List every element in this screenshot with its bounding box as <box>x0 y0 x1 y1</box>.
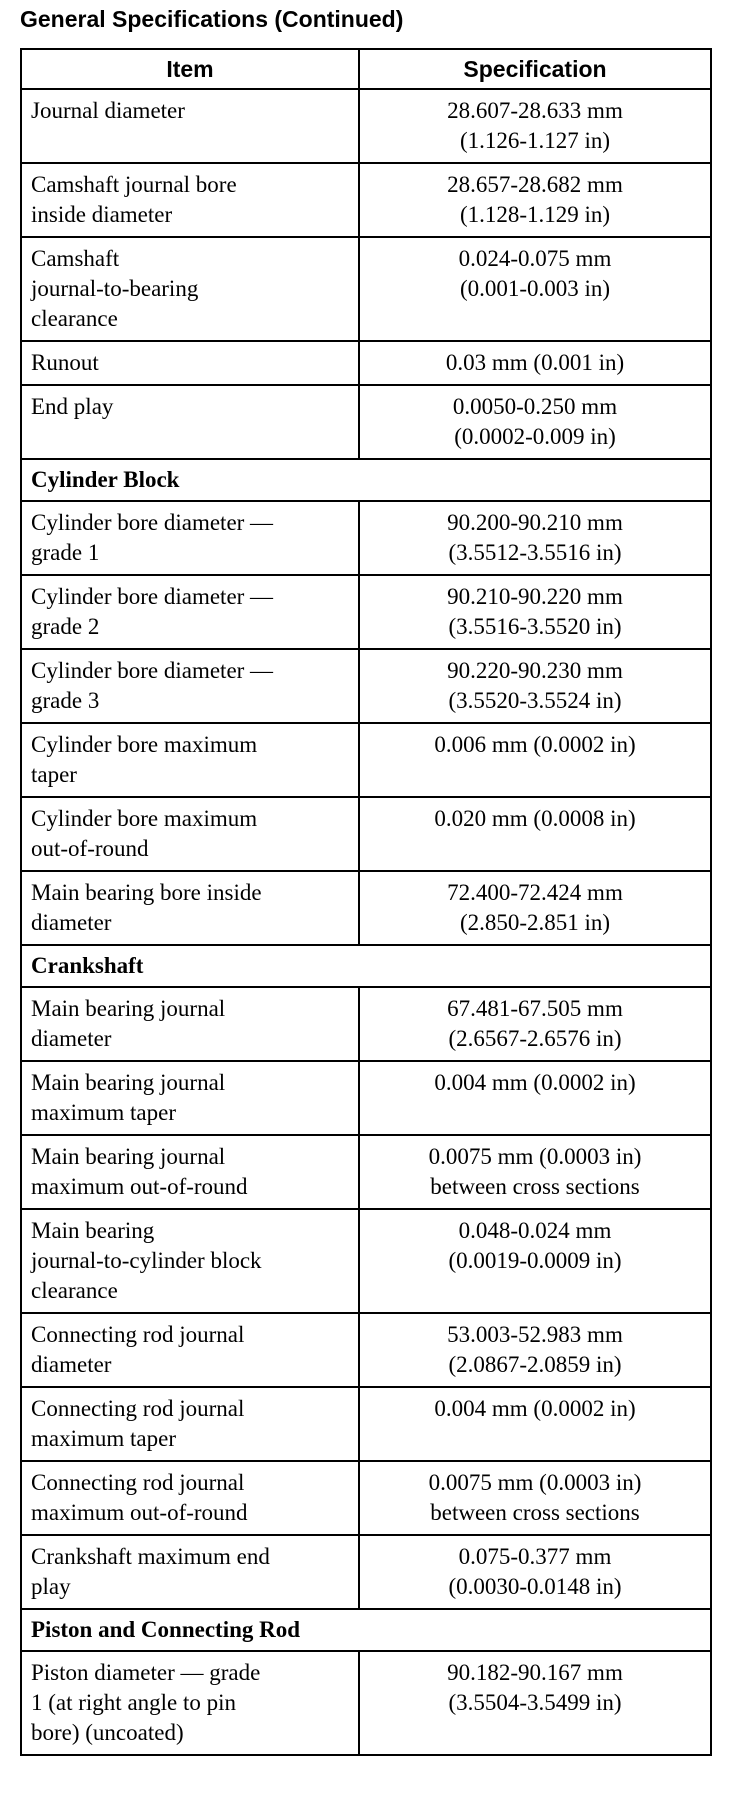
item-text-line: Main bearing journal <box>31 996 226 1021</box>
specification-cell <box>359 575 711 649</box>
item-text-line: clearance <box>31 306 118 331</box>
table-row <box>21 1535 711 1609</box>
specification-text-line: 0.020 mm (0.0008 in) <box>434 806 636 831</box>
specification-text-line: (3.5504-3.5499 in) <box>448 1690 622 1715</box>
table-row <box>21 341 711 385</box>
section-header-row <box>21 1609 711 1651</box>
item-text-line: diameter <box>31 1352 112 1377</box>
item-text-line: grade 2 <box>31 614 100 639</box>
item-text-line: Main bearing journal <box>31 1070 226 1095</box>
item-text-line: inside diameter <box>31 202 173 227</box>
item-text-line: maximum taper <box>31 1100 176 1125</box>
column-header-item: Item <box>21 49 359 89</box>
specification-text-line: between cross sections <box>430 1500 640 1525</box>
item-text-line: maximum out-of-round <box>31 1500 248 1525</box>
item-text-line: Cylinder bore maximum <box>31 732 258 757</box>
specification-cell <box>359 163 711 237</box>
specification-text-line: 0.03 mm (0.001 in) <box>445 350 625 375</box>
item-text-line: taper <box>31 762 77 787</box>
item-cell <box>21 649 359 723</box>
item-text-line: journal-to-cylinder block <box>31 1248 262 1273</box>
page-title: General Specifications (Continued) <box>20 6 404 32</box>
table-row <box>21 723 711 797</box>
section-header-row <box>21 459 711 501</box>
item-cell <box>21 1061 359 1135</box>
table-row <box>21 385 711 459</box>
specification-cell <box>359 1061 711 1135</box>
table-row <box>21 871 711 945</box>
specification-text-line: (3.5512-3.5516 in) <box>448 540 622 565</box>
item-text-line: Main bearing <box>31 1218 155 1243</box>
item-text-line: Journal diameter <box>31 98 185 123</box>
table-body <box>21 89 711 1755</box>
specification-text-line: 0.0075 mm (0.0003 in) <box>428 1470 642 1495</box>
item-cell <box>21 1535 359 1609</box>
specification-text-line: 0.004 mm (0.0002 in) <box>434 1070 636 1095</box>
item-cell <box>21 341 359 385</box>
item-text-line: play <box>31 1574 71 1599</box>
item-text-line: 1 (at right angle to pin <box>31 1690 237 1715</box>
item-text-line: bore) (uncoated) <box>31 1720 184 1745</box>
item-cell <box>21 575 359 649</box>
item-text-line: diameter <box>31 910 112 935</box>
item-cell <box>21 1651 359 1755</box>
specification-text-line: (2.6567-2.6576 in) <box>448 1026 622 1051</box>
specification-text-line: 0.048-0.024 mm <box>458 1218 612 1243</box>
item-text-line: Camshaft <box>31 246 120 271</box>
item-cell <box>21 1135 359 1209</box>
specification-cell <box>359 797 711 871</box>
item-text-line: Cylinder bore maximum <box>31 806 258 831</box>
specification-text-line: (0.0030-0.0148 in) <box>448 1574 622 1599</box>
item-cell <box>21 501 359 575</box>
item-text-line: Connecting rod journal <box>31 1322 245 1347</box>
specification-cell <box>359 237 711 341</box>
item-cell <box>21 723 359 797</box>
specifications-table <box>20 48 712 1756</box>
item-cell <box>21 1313 359 1387</box>
section-header-row <box>21 945 711 987</box>
specification-cell <box>359 501 711 575</box>
table-row <box>21 501 711 575</box>
item-text-line: Cylinder bore diameter — <box>31 510 274 535</box>
item-cell <box>21 385 359 459</box>
table-row <box>21 987 711 1061</box>
specification-text-line: (0.0019-0.0009 in) <box>448 1248 622 1273</box>
specification-cell <box>359 871 711 945</box>
specification-text-line: 53.003-52.983 mm <box>447 1322 623 1347</box>
table-row <box>21 1061 711 1135</box>
specification-cell <box>359 1651 711 1755</box>
specification-text-line: 28.607-28.633 mm <box>447 98 623 123</box>
specification-cell <box>359 1461 711 1535</box>
specification-text-line: (1.128-1.129 in) <box>459 202 611 227</box>
item-text-line: Connecting rod journal <box>31 1470 245 1495</box>
specification-text-line: (3.5520-3.5524 in) <box>448 688 622 713</box>
item-cell <box>21 871 359 945</box>
specification-cell <box>359 1387 711 1461</box>
specification-text-line: (2.850-2.851 in) <box>459 910 611 935</box>
specification-text-line: 28.657-28.682 mm <box>447 172 623 197</box>
item-text-line: Crankshaft maximum end <box>31 1544 270 1569</box>
column-header-specification: Specification <box>359 49 711 89</box>
specification-text-line: 0.024-0.075 mm <box>458 246 612 271</box>
item-text-line: Main bearing bore inside <box>31 880 262 905</box>
item-cell <box>21 1209 359 1313</box>
specification-cell <box>359 1209 711 1313</box>
table-row <box>21 1135 711 1209</box>
specification-text-line: 90.200-90.210 mm <box>447 510 623 535</box>
specification-text-line: (2.0867-2.0859 in) <box>448 1352 622 1377</box>
specification-text-line: 90.220-90.230 mm <box>447 658 623 683</box>
table-row <box>21 797 711 871</box>
table-row <box>21 1313 711 1387</box>
item-text-line: grade 1 <box>31 540 100 565</box>
table-row <box>21 649 711 723</box>
specification-text-line: 0.0075 mm (0.0003 in) <box>428 1144 642 1169</box>
item-text-line: Cylinder bore diameter — <box>31 584 274 609</box>
specification-text-line: 72.400-72.424 mm <box>447 880 623 905</box>
table-row <box>21 89 711 163</box>
item-text-line: maximum out-of-round <box>31 1174 248 1199</box>
table-row <box>21 1387 711 1461</box>
item-text-line: Piston diameter — grade <box>31 1660 261 1685</box>
item-cell <box>21 89 359 163</box>
item-cell <box>21 1461 359 1535</box>
specification-text-line: 0.006 mm (0.0002 in) <box>434 732 636 757</box>
specification-cell <box>359 89 711 163</box>
specification-cell <box>359 1535 711 1609</box>
item-text-line: diameter <box>31 1026 112 1051</box>
specification-text-line: (3.5516-3.5520 in) <box>448 614 622 639</box>
table-row <box>21 1461 711 1535</box>
item-cell <box>21 163 359 237</box>
item-text-line: Cylinder bore diameter — <box>31 658 274 683</box>
table-row <box>21 1209 711 1313</box>
item-text-line: Runout <box>31 350 99 375</box>
specification-text-line: (0.001-0.003 in) <box>459 276 611 301</box>
specification-text-line: 90.210-90.220 mm <box>447 584 623 609</box>
item-text-line: End play <box>31 394 114 419</box>
item-text-line: maximum taper <box>31 1426 176 1451</box>
item-text-line: out-of-round <box>31 836 149 861</box>
item-text-line: Main bearing journal <box>31 1144 226 1169</box>
specification-text-line: 0.004 mm (0.0002 in) <box>434 1396 636 1421</box>
specification-text-line: 0.075-0.377 mm <box>458 1544 612 1569</box>
section-header: Crankshaft <box>21 945 711 987</box>
specification-cell <box>359 385 711 459</box>
specification-cell <box>359 341 711 385</box>
specification-cell <box>359 1313 711 1387</box>
specification-text-line: between cross sections <box>430 1174 640 1199</box>
table-row <box>21 237 711 341</box>
table-header-row <box>21 49 711 89</box>
item-cell <box>21 797 359 871</box>
specification-text-line: 67.481-67.505 mm <box>447 996 623 1021</box>
specification-text-line: 0.0050-0.250 mm <box>452 394 618 419</box>
specification-cell <box>359 723 711 797</box>
item-cell <box>21 1387 359 1461</box>
specification-text-line: 90.182-90.167 mm <box>447 1660 623 1685</box>
item-text-line: clearance <box>31 1278 118 1303</box>
section-header: Cylinder Block <box>21 459 711 501</box>
specification-text-line: (1.126-1.127 in) <box>459 128 611 153</box>
item-cell <box>21 237 359 341</box>
table-row <box>21 163 711 237</box>
specification-cell <box>359 987 711 1061</box>
specification-cell <box>359 649 711 723</box>
item-cell <box>21 987 359 1061</box>
specification-cell <box>359 1135 711 1209</box>
item-text-line: Camshaft journal bore <box>31 172 237 197</box>
specification-text-line: (0.0002-0.009 in) <box>454 424 616 449</box>
table-row <box>21 575 711 649</box>
item-text-line: journal-to-bearing <box>31 276 199 301</box>
table-row <box>21 1651 711 1755</box>
item-text-line: Connecting rod journal <box>31 1396 245 1421</box>
item-text-line: grade 3 <box>31 688 100 713</box>
section-header: Piston and Connecting Rod <box>21 1609 711 1651</box>
